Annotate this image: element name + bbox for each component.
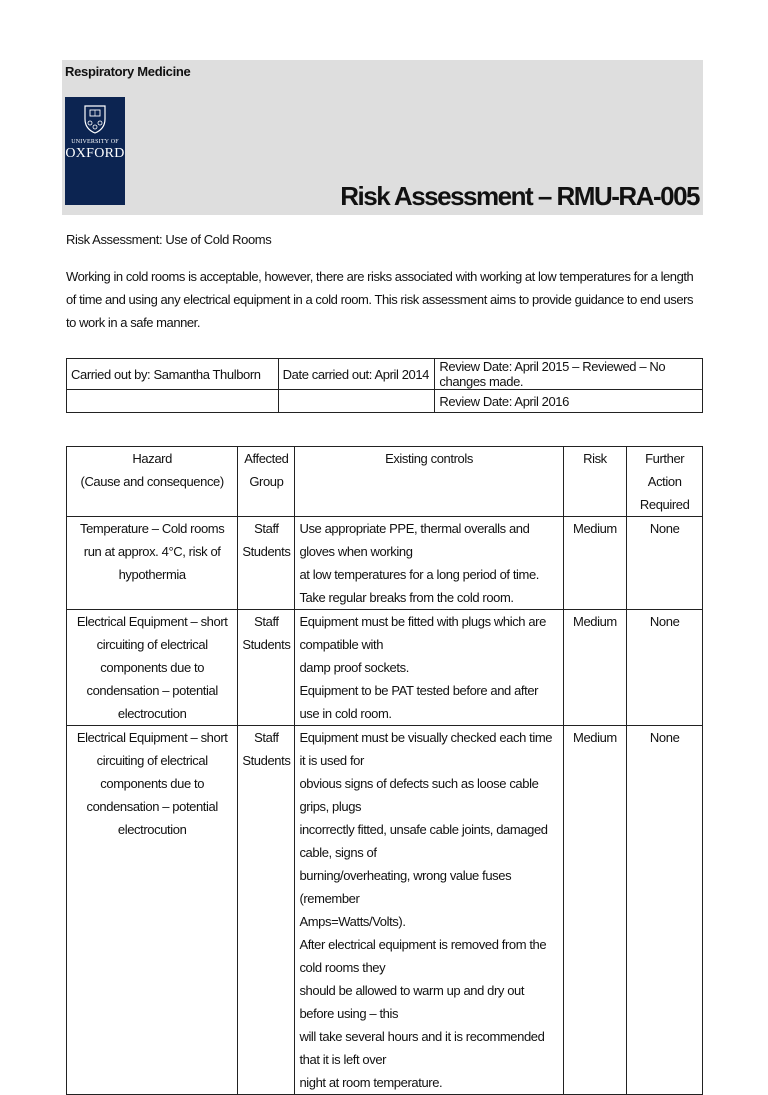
- info-table: [66, 358, 703, 413]
- cell-line: Students: [242, 544, 291, 559]
- cell-line: Amps=Watts/Volts).: [299, 914, 406, 929]
- cell-line: circuiting of electrical: [96, 637, 208, 652]
- cell-line: Staff: [254, 730, 279, 745]
- cell-line: at low temperatures for a long period of time.: [299, 567, 540, 582]
- review-date-cell: Review Date: April 2016: [435, 390, 703, 413]
- affected-group-header: [238, 447, 295, 517]
- table-row: [67, 726, 703, 1095]
- existing-controls-header: Existing controls: [295, 447, 563, 517]
- cell-line: components due to: [100, 776, 205, 791]
- cell-line: circuiting of electrical: [96, 753, 208, 768]
- assessment-subtitle: Risk Assessment: Use of Cold Rooms: [66, 232, 272, 247]
- further-action-header: [627, 447, 703, 517]
- oxford-logo: [65, 97, 125, 205]
- document-title: Risk Assessment – RMU-RA-005: [340, 181, 699, 211]
- cell-line: Electrical Equipment – short: [76, 614, 228, 629]
- cell-line: burning/overheating, wrong value fuses (remember: [299, 868, 512, 906]
- logo-small-text: UNIVERSITY OF: [71, 139, 119, 145]
- cell-line: should be allowed to warm up and dry out before using – this: [299, 983, 525, 1021]
- affected-group-cell: [238, 517, 295, 610]
- cell-line: Students: [242, 637, 291, 652]
- review-date-cell: Review Date: April 2015 – Reviewed – No changes made.: [435, 359, 703, 390]
- risk-cell: Medium: [563, 610, 627, 726]
- hazard-header: [67, 447, 238, 517]
- cell-line: Staff: [254, 521, 279, 536]
- cell-line: will take several hours and it is recommended that it is left over: [299, 1029, 545, 1067]
- empty-cell: [278, 390, 435, 413]
- intro-paragraph: Working in cold rooms is acceptable, however, there are risks associated with working at low temperatures for a length of time and using any electrical equipment in a cold room. This risk assessment aims to provide guidance to end users to work in a safe manner.: [66, 269, 694, 330]
- hazard-cell: [67, 726, 238, 1095]
- carried-out-by-cell: Carried out by: Samantha Thulborn: [67, 359, 279, 390]
- cell-line: Temperature – Cold rooms: [80, 521, 225, 536]
- cell-line: obvious signs of defects such as loose cable grips, plugs: [299, 776, 539, 814]
- controls-cell: [295, 726, 563, 1095]
- header-band: [62, 60, 703, 215]
- cell-line: Equipment must be visually checked each time it is used for: [299, 730, 553, 768]
- cell-line: condensation – potential: [86, 683, 218, 698]
- info-row: [67, 359, 703, 390]
- table-row: [67, 610, 703, 726]
- further-action-cell: None: [627, 610, 703, 726]
- cell-line: night at room temperature.: [299, 1075, 443, 1090]
- hazard-table: [66, 446, 703, 1095]
- header-line: Hazard: [132, 451, 172, 466]
- risk-cell: Medium: [563, 517, 627, 610]
- table-row: [67, 517, 703, 610]
- cell-line: Equipment must be fitted with plugs which are compatible with: [299, 614, 546, 652]
- cell-line: After electrical equipment is removed from the cold rooms they: [299, 937, 547, 975]
- cell-line: condensation – potential: [86, 799, 218, 814]
- affected-group-cell: [238, 610, 295, 726]
- further-action-cell: None: [627, 517, 703, 610]
- controls-cell: [295, 610, 563, 726]
- header-line: Affected: [244, 451, 289, 466]
- header-line: (Cause and consequence): [80, 474, 224, 489]
- cell-line: components due to: [100, 660, 205, 675]
- cell-line: hypothermia: [118, 567, 186, 582]
- controls-cell: [295, 517, 563, 610]
- risk-header: Risk: [563, 447, 627, 517]
- header-line: Further Action: [645, 451, 685, 489]
- date-carried-out-cell: Date carried out: April 2014: [278, 359, 435, 390]
- cell-line: Take regular breaks from the cold room.: [299, 590, 514, 605]
- cell-line: electrocution: [117, 822, 187, 837]
- further-action-cell: None: [627, 726, 703, 1095]
- hazard-cell: [67, 517, 238, 610]
- header-line: Required: [639, 497, 690, 512]
- logo-main-text: OXFORD: [65, 146, 125, 161]
- cell-line: damp proof sockets.: [299, 660, 409, 675]
- oxford-crest-icon: [82, 103, 108, 135]
- cell-line: Electrical Equipment – short: [76, 730, 228, 745]
- table-header-row: [67, 447, 703, 517]
- risk-cell: Medium: [563, 726, 627, 1095]
- info-row: [67, 390, 703, 413]
- cell-line: Staff: [254, 614, 279, 629]
- cell-line: electrocution: [117, 706, 187, 721]
- department-name: Respiratory Medicine: [65, 64, 191, 79]
- cell-line: Equipment to be PAT tested before and after use in cold room.: [299, 683, 539, 721]
- cell-line: incorrectly fitted, unsafe cable joints, damaged cable, signs of: [299, 822, 548, 860]
- empty-cell: [67, 390, 279, 413]
- hazard-cell: [67, 610, 238, 726]
- header-line: Group: [249, 474, 284, 489]
- cell-line: Students: [242, 753, 291, 768]
- cell-line: run at approx. 4°C, risk of: [83, 544, 221, 559]
- affected-group-cell: [238, 726, 295, 1095]
- cell-line: Use appropriate PPE, thermal overalls and gloves when working: [299, 521, 530, 559]
